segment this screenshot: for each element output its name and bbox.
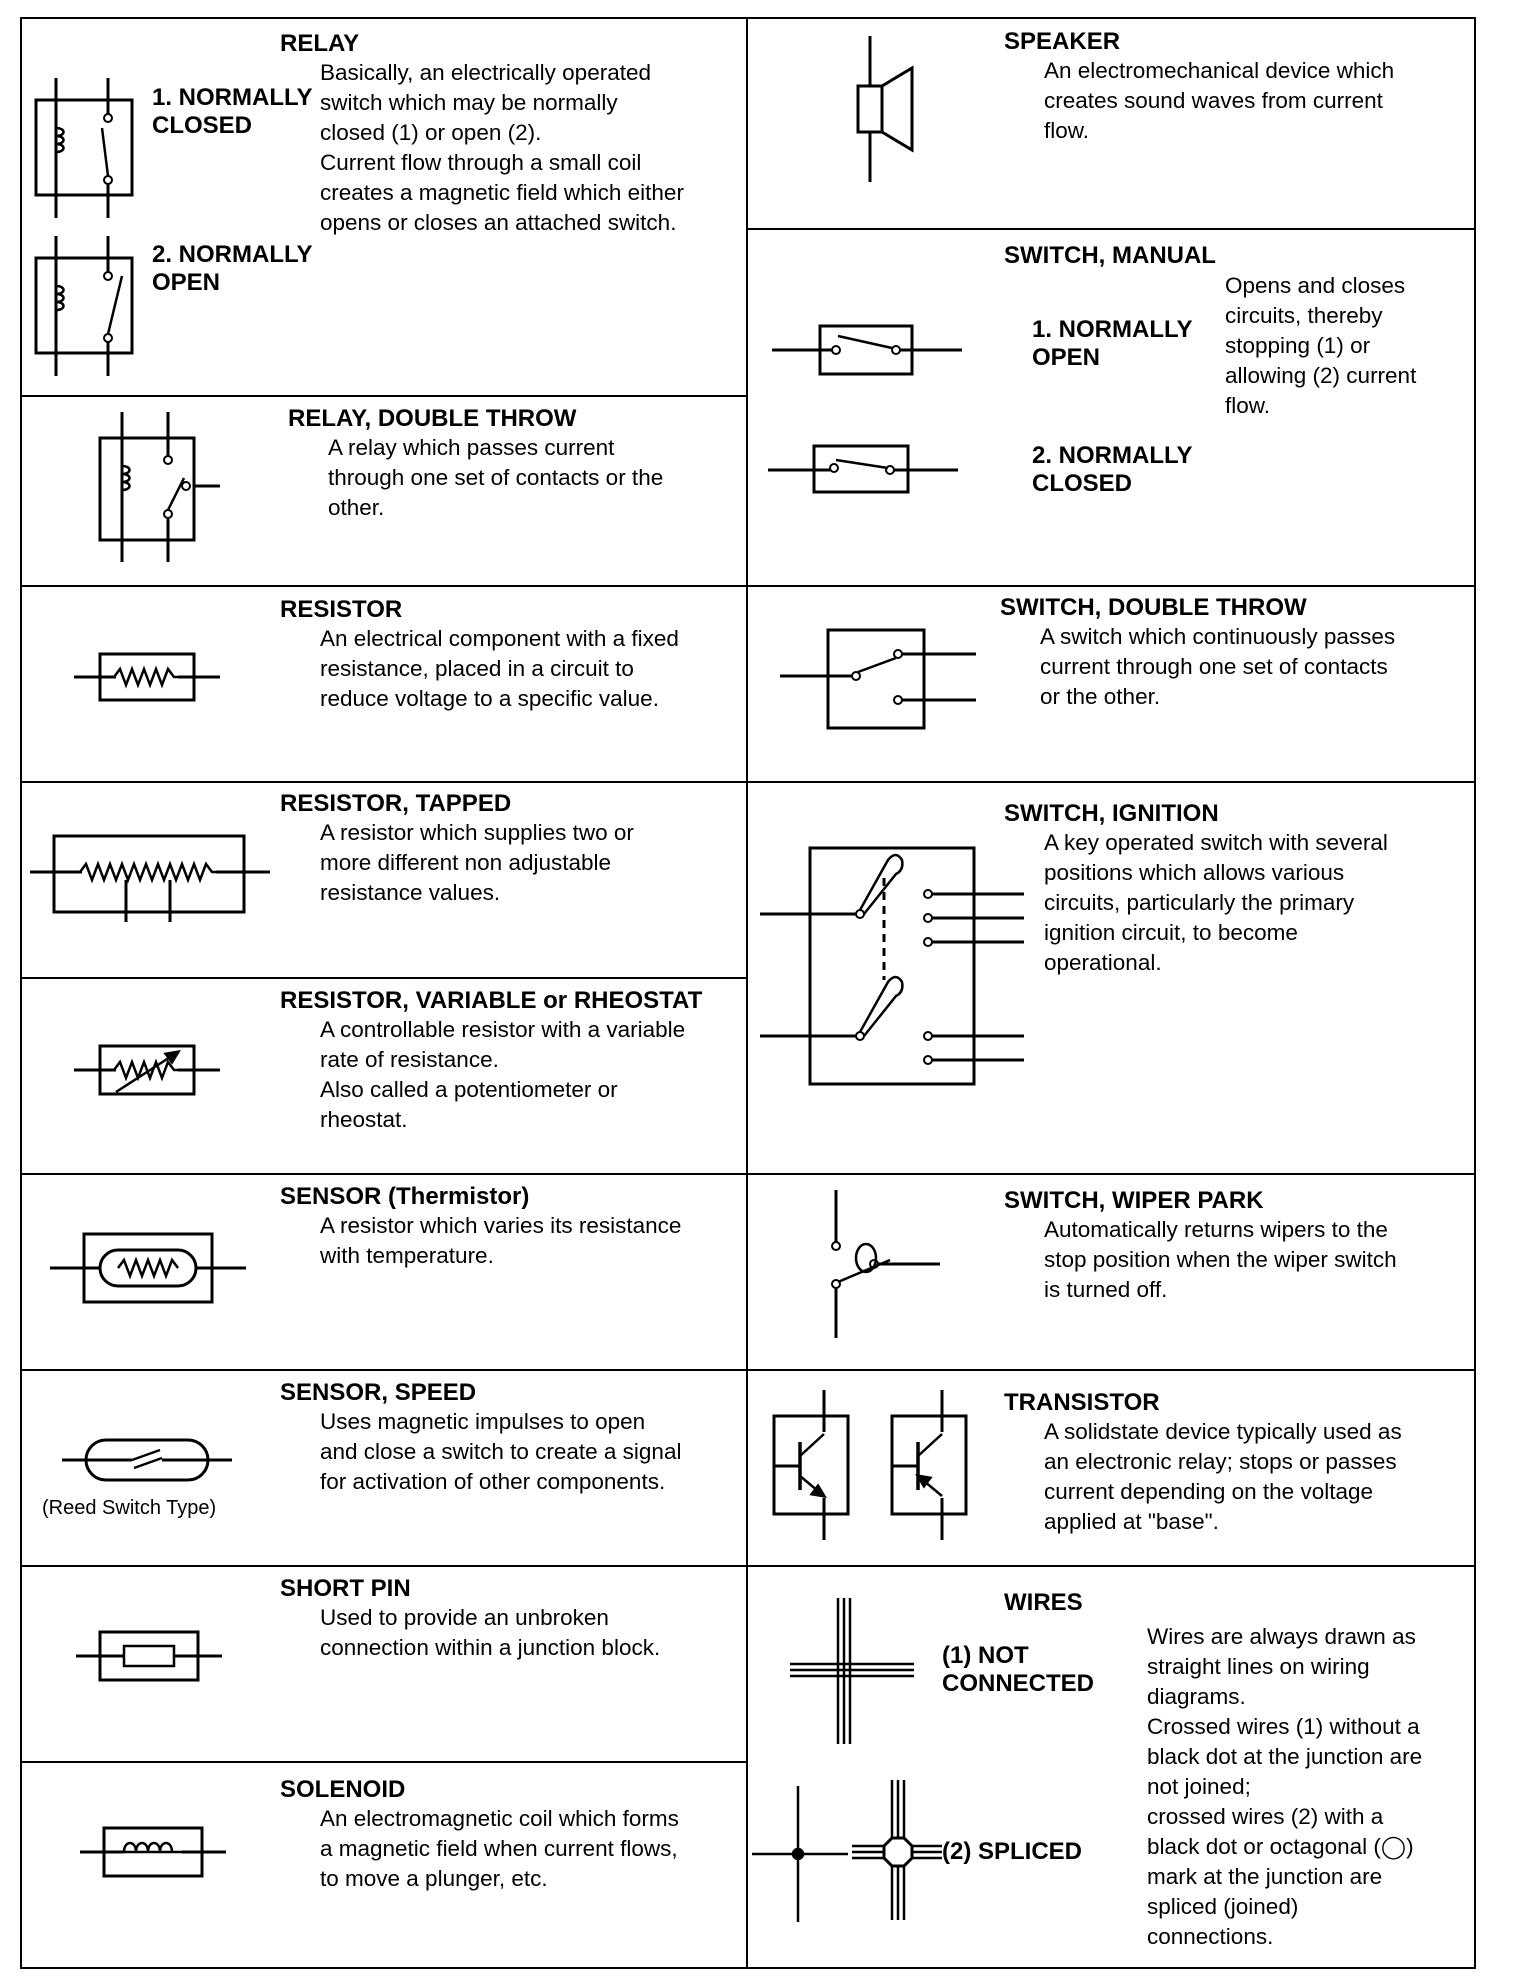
speaker-title: SPEAKER xyxy=(1004,28,1121,55)
resistor-title: RESISTOR xyxy=(280,596,403,623)
row-divider xyxy=(20,977,746,979)
speaker-description: An electromechanical device which creates sound waves from current flow. xyxy=(1044,58,1395,143)
resistor-icon xyxy=(74,650,220,704)
row-divider xyxy=(20,1369,746,1371)
switch-manual-title: SWITCH, MANUAL xyxy=(1004,242,1216,269)
switch-ignition-title: SWITCH, IGNITION xyxy=(1004,800,1219,827)
relay-double-throw-title: RELAY, DOUBLE THROW xyxy=(288,405,577,432)
solenoid-icon xyxy=(80,1824,226,1880)
wiper-park-switch-icon xyxy=(820,1190,940,1340)
switch-double-throw-icon xyxy=(780,628,976,730)
switch-manual-normally-open-icon xyxy=(772,322,962,378)
resistor-variable-description: A controllable resistor with a variable rate of resistance. Also called a potentiometer or rheostat. xyxy=(320,1017,686,1132)
sensor-thermistor-title: SENSOR (Thermistor) xyxy=(280,1183,530,1210)
switch-wiper-park-description: Automatically returns wipers to the stop position when the wiper switch is turned off. xyxy=(1044,1217,1397,1302)
sensor-speed-description: Uses magnetic impulses to open and close a switch to create a signal for activation of other components. xyxy=(320,1409,682,1494)
transistor-npn-icon xyxy=(770,1390,856,1540)
reed-switch-icon xyxy=(62,1436,232,1486)
relay-double-throw-icon xyxy=(90,412,230,562)
wires-spliced-dot-icon xyxy=(752,1786,848,1922)
row-divider xyxy=(746,1369,1476,1371)
switch-ignition-description: A key operated switch with several positions which allows various circuits, particularly the primary ignition circuit, to become operational. xyxy=(1044,830,1388,975)
transistor-pnp-icon xyxy=(886,1390,972,1540)
short-pin-icon xyxy=(76,1628,222,1684)
speaker-icon xyxy=(852,36,918,182)
resistor-tapped-description: A resistor which supplies two or more different non adjustable resistance values. xyxy=(320,820,634,905)
row-divider xyxy=(20,781,746,783)
row-divider xyxy=(746,781,1476,783)
resistor-tapped-title: RESISTOR, TAPPED xyxy=(280,790,512,817)
switch-manual-description: Opens and closes circuits, thereby stopping (1) or allowing (2) current flow. xyxy=(1225,273,1417,418)
row-divider xyxy=(20,395,746,397)
wires-not-connected-icon xyxy=(790,1598,914,1744)
resistor-description: An electrical component with a fixed resistance, placed in a circuit to reduce voltage to a specific value. xyxy=(320,626,679,711)
wires-label-not-connected: (1) NOT CONNECTED xyxy=(942,1642,1095,1697)
thermistor-icon xyxy=(50,1230,246,1306)
row-divider xyxy=(20,1173,746,1175)
reed-switch-caption: (Reed Switch Type) xyxy=(42,1497,217,1519)
switch-manual-normally-closed-icon xyxy=(768,442,958,498)
relay-description: Basically, an electrically operated switch which may be normally closed (1) or open (2). Current flow through a small coil creates a magnetic field which either opens or closes an attached switch. xyxy=(320,60,684,235)
short-pin-title: SHORT PIN xyxy=(280,1575,411,1602)
row-divider xyxy=(746,585,1476,587)
wires-title: WIRES xyxy=(1004,1589,1083,1616)
short-pin-description: Used to provide an unbroken connection within a junction block. xyxy=(320,1605,661,1660)
row-divider xyxy=(20,1761,746,1763)
sensor-speed-title: SENSOR, SPEED xyxy=(280,1379,477,1406)
switch-double-throw-description: A switch which continuously passes current through one set of contacts or the other. xyxy=(1040,624,1396,709)
switch-double-throw-title: SWITCH, DOUBLE THROW xyxy=(1000,594,1307,621)
wires-spliced-octagon-icon xyxy=(852,1780,942,1920)
solenoid-title: SOLENOID xyxy=(280,1776,406,1803)
column-divider xyxy=(746,17,748,1969)
wires-label-spliced: (2) SPLICED xyxy=(942,1838,1083,1865)
relay-label-normally-closed: 1. NORMALLY CLOSED xyxy=(152,84,313,139)
transistor-description: A solidstate device typically used as an electronic relay; stops or passes current depending on the voltage applied at "base". xyxy=(1044,1419,1402,1534)
row-divider xyxy=(746,228,1476,230)
switch-manual-label-normally-open: 1. NORMALLY OPEN xyxy=(1032,316,1193,371)
resistor-variable-title: RESISTOR, VARIABLE or RHEOSTAT xyxy=(280,987,703,1014)
relay-normally-closed-icon xyxy=(28,78,138,218)
resistor-tapped-icon xyxy=(30,832,270,922)
switch-manual-label-normally-closed: 2. NORMALLY CLOSED xyxy=(1032,442,1193,497)
row-divider xyxy=(746,1173,1476,1175)
ignition-switch-icon xyxy=(760,844,1024,1088)
sensor-thermistor-description: A resistor which varies its resistance with temperature. xyxy=(320,1213,682,1268)
relay-title: RELAY xyxy=(280,30,360,57)
relay-normally-open-icon xyxy=(28,236,138,376)
rheostat-icon xyxy=(74,1040,220,1100)
row-divider xyxy=(20,585,746,587)
transistor-title: TRANSISTOR xyxy=(1004,1389,1160,1416)
wires-description: Wires are always drawn as straight lines on wiring diagrams. Crossed wires (1) without a black dot at the junction are not joined; crossed wires (2) with a black dot or octagonal (◯) mark at the junction are spliced (joined) connections. xyxy=(1147,1624,1423,1949)
solenoid-description: An electromagnetic coil which forms a magnetic field when current flows, to move a plunger, etc. xyxy=(320,1806,679,1891)
relay-label-normally-open: 2. NORMALLY OPEN xyxy=(152,241,313,296)
switch-wiper-park-title: SWITCH, WIPER PARK xyxy=(1004,1187,1264,1214)
row-divider xyxy=(746,1565,1476,1567)
relay-double-throw-description: A relay which passes current through one set of contacts or the other. xyxy=(328,435,664,520)
row-divider xyxy=(20,1565,746,1567)
